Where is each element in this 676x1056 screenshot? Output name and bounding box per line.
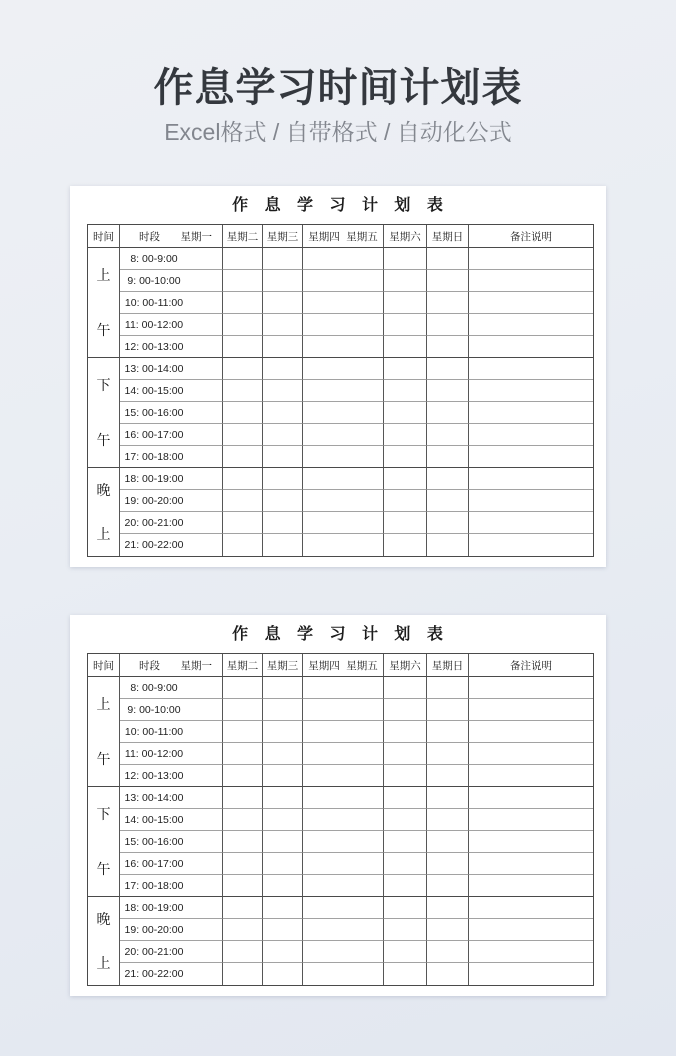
empty-cell bbox=[469, 743, 593, 765]
header-notes: 备注说明 bbox=[469, 225, 593, 248]
section-label bbox=[88, 358, 120, 468]
time-slot-cell: 19: 00-20:00 bbox=[120, 919, 223, 941]
empty-cell bbox=[427, 765, 469, 787]
time-slot-cell: 12: 00-13:00 bbox=[120, 336, 223, 358]
time-slot-cell: 13: 00-14:00 bbox=[120, 358, 223, 380]
time-slot-cell: 16: 00-17:00 bbox=[120, 853, 223, 875]
empty-cell bbox=[469, 765, 593, 787]
empty-cell bbox=[303, 314, 384, 336]
empty-cell bbox=[303, 490, 384, 512]
section-label bbox=[88, 677, 120, 787]
time-slot-cell: 8: 00-9:00 bbox=[120, 248, 223, 270]
empty-cell bbox=[223, 358, 263, 380]
empty-cell bbox=[427, 292, 469, 314]
empty-cell bbox=[263, 787, 303, 809]
empty-cell bbox=[303, 336, 384, 358]
empty-cell bbox=[263, 853, 303, 875]
schedule-table bbox=[87, 653, 594, 986]
header-monday: 星期一 bbox=[180, 230, 212, 243]
empty-cell bbox=[427, 677, 469, 699]
table-title: 作 息 学 习 计 划 表 bbox=[232, 626, 449, 643]
empty-cell bbox=[263, 490, 303, 512]
section-label-char: 上 bbox=[96, 955, 111, 971]
empty-cell bbox=[469, 358, 593, 380]
time-slot-cell: 17: 00-18:00 bbox=[120, 446, 223, 468]
empty-cell bbox=[384, 336, 427, 358]
time-slot-cell: 18: 00-19:00 bbox=[120, 897, 223, 919]
empty-cell bbox=[263, 446, 303, 468]
empty-cell bbox=[303, 809, 384, 831]
empty-cell bbox=[427, 919, 469, 941]
section-label-char: 午 bbox=[96, 321, 111, 338]
empty-cell bbox=[303, 292, 384, 314]
empty-cell bbox=[223, 765, 263, 787]
empty-cell bbox=[384, 919, 427, 941]
empty-cell bbox=[223, 512, 263, 534]
empty-cell bbox=[303, 248, 384, 270]
empty-cell bbox=[469, 853, 593, 875]
empty-cell bbox=[223, 809, 263, 831]
empty-cell bbox=[427, 534, 469, 556]
section-label bbox=[88, 248, 120, 358]
section-label-char: 晚 bbox=[96, 482, 111, 498]
time-slot-cell: 17: 00-18:00 bbox=[120, 875, 223, 897]
empty-cell bbox=[303, 424, 384, 446]
empty-cell bbox=[469, 248, 593, 270]
empty-cell bbox=[223, 919, 263, 941]
empty-cell bbox=[384, 380, 427, 402]
empty-cell bbox=[263, 765, 303, 787]
empty-cell bbox=[384, 534, 427, 556]
empty-cell bbox=[384, 809, 427, 831]
table-title: 作 息 学 习 计 划 表 bbox=[232, 197, 449, 214]
empty-cell bbox=[263, 270, 303, 292]
empty-cell bbox=[427, 402, 469, 424]
time-slot-cell: 14: 00-15:00 bbox=[120, 380, 223, 402]
header-saturday: 星期六 bbox=[384, 654, 427, 677]
time-slot-cell: 15: 00-16:00 bbox=[120, 831, 223, 853]
header-period-monday bbox=[120, 225, 223, 248]
empty-cell bbox=[223, 897, 263, 919]
section-label-char: 下 bbox=[96, 377, 111, 394]
header-thursday: 星期四 bbox=[308, 659, 340, 672]
empty-cell bbox=[263, 424, 303, 446]
empty-cell bbox=[469, 512, 593, 534]
empty-cell bbox=[427, 853, 469, 875]
empty-cell bbox=[263, 677, 303, 699]
empty-cell bbox=[427, 490, 469, 512]
empty-cell bbox=[384, 721, 427, 743]
empty-cell bbox=[469, 446, 593, 468]
empty-cell bbox=[303, 897, 384, 919]
empty-cell bbox=[384, 677, 427, 699]
section-label bbox=[88, 897, 120, 985]
empty-cell bbox=[223, 490, 263, 512]
empty-cell bbox=[223, 853, 263, 875]
empty-cell bbox=[469, 699, 593, 721]
section-label bbox=[88, 787, 120, 897]
header-period-monday bbox=[120, 654, 223, 677]
empty-cell bbox=[223, 743, 263, 765]
empty-cell bbox=[263, 358, 303, 380]
empty-cell bbox=[427, 809, 469, 831]
empty-cell bbox=[303, 743, 384, 765]
empty-cell bbox=[303, 721, 384, 743]
header-thursday-friday bbox=[303, 654, 384, 677]
header-time: 时间 bbox=[88, 654, 120, 677]
empty-cell bbox=[303, 446, 384, 468]
section-label-char: 午 bbox=[96, 431, 111, 448]
empty-cell bbox=[384, 743, 427, 765]
header-sunday: 星期日 bbox=[427, 654, 469, 677]
empty-cell bbox=[469, 787, 593, 809]
header-period: 时段 bbox=[139, 659, 160, 672]
page-title: 作息学习时间计划表 bbox=[153, 66, 523, 110]
time-slot-cell: 18: 00-19:00 bbox=[120, 468, 223, 490]
empty-cell bbox=[263, 875, 303, 897]
empty-cell bbox=[469, 941, 593, 963]
time-slot-cell: 9: 00-10:00 bbox=[120, 699, 223, 721]
empty-cell bbox=[384, 699, 427, 721]
empty-cell bbox=[223, 380, 263, 402]
header-sunday: 星期日 bbox=[427, 225, 469, 248]
empty-cell bbox=[469, 919, 593, 941]
section-label-char: 晚 bbox=[96, 911, 111, 927]
header-wednesday: 星期三 bbox=[263, 225, 303, 248]
empty-cell bbox=[223, 402, 263, 424]
time-slot-cell: 14: 00-15:00 bbox=[120, 809, 223, 831]
section-label-char: 上 bbox=[96, 267, 111, 284]
empty-cell bbox=[469, 490, 593, 512]
empty-cell bbox=[427, 358, 469, 380]
empty-cell bbox=[223, 699, 263, 721]
empty-cell bbox=[263, 292, 303, 314]
empty-cell bbox=[384, 941, 427, 963]
empty-cell bbox=[384, 831, 427, 853]
empty-cell bbox=[223, 721, 263, 743]
empty-cell bbox=[427, 963, 469, 985]
empty-cell bbox=[384, 402, 427, 424]
header-thursday-friday bbox=[303, 225, 384, 248]
header-wednesday: 星期三 bbox=[263, 654, 303, 677]
empty-cell bbox=[427, 875, 469, 897]
schedule-table bbox=[87, 224, 594, 557]
header-tuesday: 星期二 bbox=[223, 225, 263, 248]
time-slot-cell: 11: 00-12:00 bbox=[120, 743, 223, 765]
empty-cell bbox=[427, 336, 469, 358]
empty-cell bbox=[427, 248, 469, 270]
page-subtitle: Excel格式 / 自带格式 / 自动化公式 bbox=[164, 119, 512, 145]
empty-cell bbox=[263, 897, 303, 919]
empty-cell bbox=[223, 941, 263, 963]
empty-cell bbox=[263, 512, 303, 534]
schedule-card bbox=[70, 615, 606, 996]
empty-cell bbox=[223, 270, 263, 292]
empty-cell bbox=[469, 897, 593, 919]
empty-cell bbox=[223, 468, 263, 490]
empty-cell bbox=[263, 336, 303, 358]
empty-cell bbox=[263, 721, 303, 743]
empty-cell bbox=[469, 875, 593, 897]
time-slot-cell: 21: 00-22:00 bbox=[120, 963, 223, 985]
empty-cell bbox=[384, 853, 427, 875]
time-slot-cell: 20: 00-21:00 bbox=[120, 941, 223, 963]
empty-cell bbox=[303, 765, 384, 787]
header-monday: 星期一 bbox=[180, 659, 212, 672]
empty-cell bbox=[263, 809, 303, 831]
time-slot-cell: 8: 00-9:00 bbox=[120, 677, 223, 699]
empty-cell bbox=[303, 358, 384, 380]
empty-cell bbox=[469, 270, 593, 292]
empty-cell bbox=[384, 314, 427, 336]
empty-cell bbox=[303, 534, 384, 556]
time-slot-cell: 19: 00-20:00 bbox=[120, 490, 223, 512]
section-label-char: 午 bbox=[96, 860, 111, 877]
empty-cell bbox=[223, 446, 263, 468]
empty-cell bbox=[303, 919, 384, 941]
empty-cell bbox=[384, 292, 427, 314]
empty-cell bbox=[469, 402, 593, 424]
empty-cell bbox=[263, 941, 303, 963]
empty-cell bbox=[223, 963, 263, 985]
empty-cell bbox=[384, 424, 427, 446]
time-slot-cell: 12: 00-13:00 bbox=[120, 765, 223, 787]
empty-cell bbox=[303, 270, 384, 292]
empty-cell bbox=[384, 875, 427, 897]
header-saturday: 星期六 bbox=[384, 225, 427, 248]
empty-cell bbox=[384, 963, 427, 985]
header-time: 时间 bbox=[88, 225, 120, 248]
empty-cell bbox=[427, 743, 469, 765]
empty-cell bbox=[427, 699, 469, 721]
empty-cell bbox=[384, 248, 427, 270]
time-slot-cell: 13: 00-14:00 bbox=[120, 787, 223, 809]
empty-cell bbox=[427, 424, 469, 446]
empty-cell bbox=[469, 831, 593, 853]
empty-cell bbox=[263, 919, 303, 941]
time-slot-cell: 21: 00-22:00 bbox=[120, 534, 223, 556]
empty-cell bbox=[427, 446, 469, 468]
header-notes: 备注说明 bbox=[469, 654, 593, 677]
empty-cell bbox=[223, 831, 263, 853]
empty-cell bbox=[303, 963, 384, 985]
empty-cell bbox=[384, 765, 427, 787]
empty-cell bbox=[469, 314, 593, 336]
schedule-card bbox=[70, 186, 606, 567]
empty-cell bbox=[263, 534, 303, 556]
time-slot-cell: 15: 00-16:00 bbox=[120, 402, 223, 424]
empty-cell bbox=[303, 831, 384, 853]
empty-cell bbox=[427, 270, 469, 292]
empty-cell bbox=[384, 787, 427, 809]
empty-cell bbox=[303, 402, 384, 424]
empty-cell bbox=[427, 380, 469, 402]
empty-cell bbox=[303, 875, 384, 897]
empty-cell bbox=[303, 787, 384, 809]
empty-cell bbox=[223, 336, 263, 358]
empty-cell bbox=[303, 699, 384, 721]
empty-cell bbox=[427, 314, 469, 336]
empty-cell bbox=[263, 248, 303, 270]
empty-cell bbox=[263, 831, 303, 853]
empty-cell bbox=[384, 446, 427, 468]
section-label-char: 上 bbox=[96, 696, 111, 713]
empty-cell bbox=[223, 677, 263, 699]
empty-cell bbox=[469, 721, 593, 743]
empty-cell bbox=[263, 963, 303, 985]
empty-cell bbox=[303, 468, 384, 490]
header-friday: 星期五 bbox=[346, 659, 378, 672]
empty-cell bbox=[303, 380, 384, 402]
section-label-char: 上 bbox=[96, 526, 111, 542]
empty-cell bbox=[384, 270, 427, 292]
empty-cell bbox=[303, 677, 384, 699]
empty-cell bbox=[223, 292, 263, 314]
header-thursday: 星期四 bbox=[308, 230, 340, 243]
empty-cell bbox=[384, 897, 427, 919]
time-slot-cell: 9: 00-10:00 bbox=[120, 270, 223, 292]
empty-cell bbox=[469, 380, 593, 402]
empty-cell bbox=[223, 424, 263, 446]
empty-cell bbox=[263, 314, 303, 336]
empty-cell bbox=[427, 787, 469, 809]
time-slot-cell: 10: 00-11:00 bbox=[120, 292, 223, 314]
header-friday: 星期五 bbox=[346, 230, 378, 243]
empty-cell bbox=[263, 699, 303, 721]
empty-cell bbox=[427, 721, 469, 743]
empty-cell bbox=[427, 468, 469, 490]
section-label bbox=[88, 468, 120, 556]
empty-cell bbox=[427, 512, 469, 534]
empty-cell bbox=[384, 490, 427, 512]
empty-cell bbox=[303, 512, 384, 534]
empty-cell bbox=[384, 512, 427, 534]
time-slot-cell: 16: 00-17:00 bbox=[120, 424, 223, 446]
empty-cell bbox=[223, 314, 263, 336]
empty-cell bbox=[469, 336, 593, 358]
empty-cell bbox=[427, 941, 469, 963]
header-period: 时段 bbox=[139, 230, 160, 243]
empty-cell bbox=[469, 424, 593, 446]
empty-cell bbox=[384, 468, 427, 490]
empty-cell bbox=[427, 897, 469, 919]
empty-cell bbox=[223, 787, 263, 809]
empty-cell bbox=[223, 248, 263, 270]
section-label-char: 午 bbox=[96, 750, 111, 767]
section-label-char: 下 bbox=[96, 806, 111, 823]
empty-cell bbox=[427, 831, 469, 853]
empty-cell bbox=[469, 677, 593, 699]
empty-cell bbox=[263, 468, 303, 490]
empty-cell bbox=[223, 875, 263, 897]
empty-cell bbox=[263, 743, 303, 765]
empty-cell bbox=[469, 534, 593, 556]
time-slot-cell: 11: 00-12:00 bbox=[120, 314, 223, 336]
time-slot-cell: 10: 00-11:00 bbox=[120, 721, 223, 743]
empty-cell bbox=[303, 853, 384, 875]
empty-cell bbox=[469, 809, 593, 831]
empty-cell bbox=[303, 941, 384, 963]
empty-cell bbox=[263, 380, 303, 402]
header-tuesday: 星期二 bbox=[223, 654, 263, 677]
empty-cell bbox=[469, 292, 593, 314]
empty-cell bbox=[384, 358, 427, 380]
empty-cell bbox=[469, 963, 593, 985]
empty-cell bbox=[469, 468, 593, 490]
time-slot-cell: 20: 00-21:00 bbox=[120, 512, 223, 534]
empty-cell bbox=[223, 534, 263, 556]
empty-cell bbox=[263, 402, 303, 424]
